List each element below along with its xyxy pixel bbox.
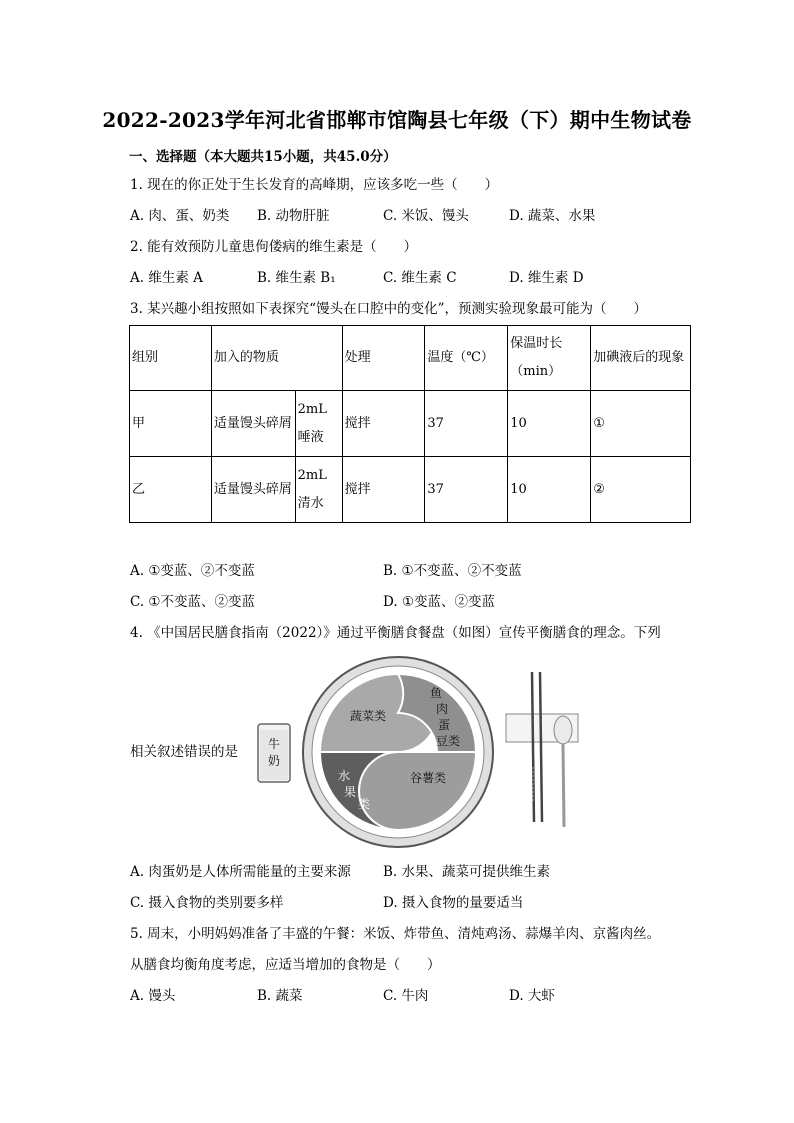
section-heading: 一、选择题（本大题共15小题，共45.0分） xyxy=(129,149,397,165)
food-plate-icon xyxy=(303,657,493,847)
question-4-stem: 4. 《中国居民膳食指南（2022）》通过平衡膳食餐盘（如图）宣传平衡膳食的理念。下列 xyxy=(130,625,661,641)
table-header-cell: 温度（℃） xyxy=(425,326,508,391)
question-4-option-d: D. 摄入食物的量要适当 xyxy=(383,895,524,911)
table-header-row xyxy=(130,326,691,391)
question-4-option-c: C. 摄入食物的类别要多样 xyxy=(130,895,284,911)
question-1-stem: 1. 现在的你正处于生长发育的高峰期，应该多吃一些（ ） xyxy=(130,177,499,193)
question-4-option-a: A. 肉蛋奶是人体所需能量的主要来源 xyxy=(130,864,351,880)
table-header-cell: 加入的物质 xyxy=(211,326,342,391)
question-5-stem: 5. 周末，小明妈妈准备了丰盛的午餐：米饭、炸带鱼、清炖鸡汤、蒜爆羊肉、京酱肉丝。 xyxy=(130,926,661,942)
milk-label: 牛 xyxy=(267,737,281,751)
table-cell: ② xyxy=(591,457,691,523)
paper-title: 2022-2023学年河北省邯郸市馆陶县七年级（下）期中生物试卷 xyxy=(102,108,692,132)
table-row xyxy=(130,391,691,457)
question-3-option-d: D. ①变蓝、②变蓝 xyxy=(383,594,496,610)
balanced-diet-plate-figure xyxy=(250,652,600,852)
milk-label: 奶 xyxy=(267,754,281,768)
table-header-cell: 处理 xyxy=(342,326,425,391)
question-4-option-b: B. 水果、蔬菜可提供维生素 xyxy=(383,864,551,880)
table-cell: 适量馒头碎屑 xyxy=(211,391,295,457)
question-3-option-a: A. ①变蓝、②不变蓝 xyxy=(130,563,255,579)
question-5-option-a: A. 馒头 xyxy=(130,988,176,1004)
milk-glass-icon xyxy=(258,724,290,782)
experiment-table xyxy=(129,325,691,523)
svg-text:鱼: 鱼 xyxy=(430,686,443,700)
table-cell: 10 xyxy=(508,457,591,523)
table-cell: 37 xyxy=(425,457,508,523)
question-1-option-c: C. 米饭、馒头 xyxy=(383,208,469,224)
question-5-option-b: B. 蔬菜 xyxy=(257,988,303,1004)
question-4-stem-continuation: 相关叙述错误的是 xyxy=(130,744,238,760)
table-cell: 乙 xyxy=(130,457,212,523)
table-cell: 甲 xyxy=(130,391,212,457)
svg-text:蛋: 蛋 xyxy=(438,718,451,732)
svg-text:肉: 肉 xyxy=(436,702,449,716)
question-2-stem: 2. 能有效预防儿童患佝偻病的维生素是（ ） xyxy=(130,239,418,255)
table-cell: 2mL清水 xyxy=(295,457,342,523)
svg-text:类: 类 xyxy=(358,797,371,811)
question-5-stem-continuation: 从膳食均衡角度考虑，应适当增加的食物是（ ） xyxy=(130,957,441,973)
svg-text:果: 果 xyxy=(344,785,357,799)
svg-text:水: 水 xyxy=(338,769,351,783)
question-3-option-c: C. ①不变蓝、②变蓝 xyxy=(130,594,256,610)
question-2-option-d: D. 维生素 D xyxy=(509,270,584,286)
table-cell: 适量馒头碎屑 xyxy=(211,457,295,523)
question-5-option-c: C. 牛肉 xyxy=(383,988,429,1004)
table-cell: 2mL唾液 xyxy=(295,391,342,457)
question-2-option-a: A. 维生素 A xyxy=(130,270,203,286)
table-header-cell: 保温时长（min） xyxy=(508,326,591,391)
grains-label: 谷薯类 xyxy=(409,771,447,785)
svg-text:豆类: 豆类 xyxy=(436,734,461,748)
table-cell: 37 xyxy=(425,391,508,457)
question-1-option-b: B. 动物肝脏 xyxy=(257,208,330,224)
table-cell: ① xyxy=(591,391,691,457)
question-1-option-a: A. 肉、蛋、奶类 xyxy=(130,208,230,224)
vegetables-label: 蔬菜类 xyxy=(349,709,387,723)
question-1-option-d: D. 蔬菜、水果 xyxy=(509,208,596,224)
question-2-option-b: B. 维生素 B₁ xyxy=(257,270,336,286)
table-header-cell: 加碘液后的现象 xyxy=(591,326,691,391)
table-cell: 搅拌 xyxy=(342,391,425,457)
table-cell: 10 xyxy=(508,391,591,457)
chopsticks-spoon-icon xyxy=(506,672,578,827)
question-3-stem: 3. 某兴趣小组按照如下表探究“馒头在口腔中的变化”，预测实验现象最可能为（ ） xyxy=(130,301,647,317)
question-3-option-b: B. ①不变蓝、②不变蓝 xyxy=(383,563,522,579)
table-row xyxy=(130,457,691,523)
question-2-option-c: C. 维生素 C xyxy=(383,270,457,286)
table-cell: 搅拌 xyxy=(342,457,425,523)
table-header-cell: 组别 xyxy=(130,326,212,391)
question-5-option-d: D. 大虾 xyxy=(509,988,555,1004)
